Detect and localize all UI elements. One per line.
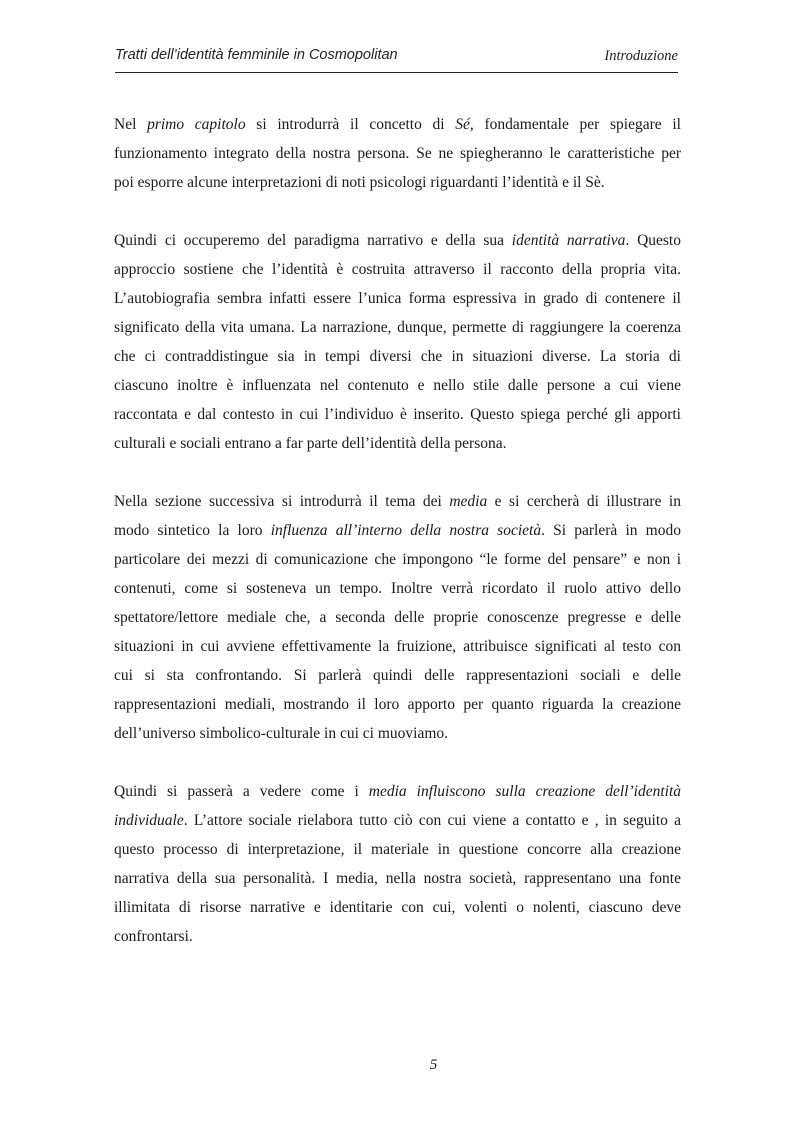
text-line [114,168,681,197]
text-line [114,371,681,400]
text-line [114,110,681,139]
text-line [114,139,681,168]
text-line [114,255,681,284]
paragraph [114,777,681,951]
italic-text: identità narrativa [511,232,626,249]
text-run: ciascuno inoltre è influenzata nel contenuto e nello stile dalle persone a cui viene [114,377,681,394]
text-line [114,690,681,719]
text-run: modo sintetico la loro [114,522,271,539]
text-run: che ci contraddistingue sia in tempi diversi che in situazioni diverse. La storia di [114,348,681,365]
text-run: funzionamento integrato della nostra persona. Se ne spiegheranno le caratteristiche per [114,145,681,162]
text-run: . Si parlerà in modo [541,522,681,539]
text-run: si introdurrà il concetto di [245,116,456,133]
text-run: cui si sta confrontando. Si parlerà quindi delle rappresentazioni sociali e delle [114,667,681,684]
text-run: contenuti, come si sosteneva un tempo. Inoltre verrà ricordato il ruolo attivo dello [114,580,681,597]
italic-text: individuale [114,812,184,829]
text-line [114,429,681,458]
text-run: Quindi si passerà a vedere come i [114,783,369,800]
paragraph [114,110,681,197]
body-text [114,110,681,980]
paragraph [114,226,681,458]
text-line [114,516,681,545]
text-line [114,603,681,632]
header-section: Introduzione [604,48,678,64]
text-line [114,835,681,864]
text-line [114,632,681,661]
italic-text: Sé [455,116,470,133]
text-run: Quindi ci occuperemo del paradigma narrativo e della sua [114,232,512,249]
text-line [114,777,681,806]
text-run: . Questo [625,232,681,249]
text-line [114,719,681,748]
header-title: Tratti dell’identità femminile in Cosmopolitan [115,47,398,63]
text-line [114,284,681,313]
text-line [114,545,681,574]
text-run: L’autobiografia sembra infatti essere l’unica forma espressiva in grado di contenere il [114,290,681,307]
text-run: Nel [114,116,148,133]
page-number: 5 [429,1057,438,1073]
text-run: rappresentazioni mediali, mostrando il loro apporto per quanto riguarda la creazione [114,696,681,713]
text-run: poi esporre alcune interpretazioni di noti psicologi riguardanti l’identità e il Sè. [114,174,605,191]
text-run: e si cercherà di illustrare in [487,493,681,510]
text-line [114,342,681,371]
text-run: confrontarsi. [114,928,193,945]
italic-text: influenza all’interno della nostra società [270,522,542,539]
text-run: questo processo di interpretazione, il materiale in questione concorre alla creazione [114,841,681,858]
text-run: culturali e sociali entrano a far parte dell’identità della persona. [114,435,507,452]
italic-text: media [449,493,488,510]
text-run: significato della vita umana. La narrazione, dunque, permette di raggiungere la coerenza [114,319,681,336]
text-line [114,574,681,603]
text-line [114,487,681,516]
text-line [114,806,681,835]
text-run: narrativa della sua personalità. I media, nella nostra società, rappresentano una fonte [114,870,681,887]
text-run: situazioni in cui avviene effettivamente la fruizione, attribuisce significati al testo con [114,638,681,655]
text-line [114,226,681,255]
text-line [114,313,681,342]
text-line [114,864,681,893]
text-run: , fondamentale per spiegare il [469,116,681,133]
text-line [114,922,681,951]
text-run: approccio sostiene che l’identità è costruita attraverso il racconto della propria vita. [114,261,681,278]
text-run: raccontata e dal contesto in cui l’individuo è inserito. Questo spiega perché gli apporti [114,406,681,423]
text-line [114,400,681,429]
italic-text: media influiscono sulla creazione dell’identità [368,783,681,800]
text-line [114,893,681,922]
text-run: spettatore/lettore mediale che, a seconda delle proprie conoscenze pregresse e delle [114,609,681,626]
text-run: . L’attore sociale rielabora tutto ciò con cui viene a contatto e , in seguito a [183,812,681,829]
text-run: particolare dei mezzi di comunicazione che impongono “le forme del pensare” e non i [114,551,681,568]
italic-text: primo capitolo [147,116,246,133]
running-header [115,44,678,73]
text-run: Nella sezione successiva si introdurrà il tema dei [114,493,450,510]
paragraph [114,487,681,748]
text-run: dell’universo simbolico-culturale in cui ci muoviamo. [114,725,449,742]
text-line [114,661,681,690]
text-run: illimitata di risorse narrative e identitarie con cui, volenti o nolenti, ciascuno deve [114,899,681,916]
